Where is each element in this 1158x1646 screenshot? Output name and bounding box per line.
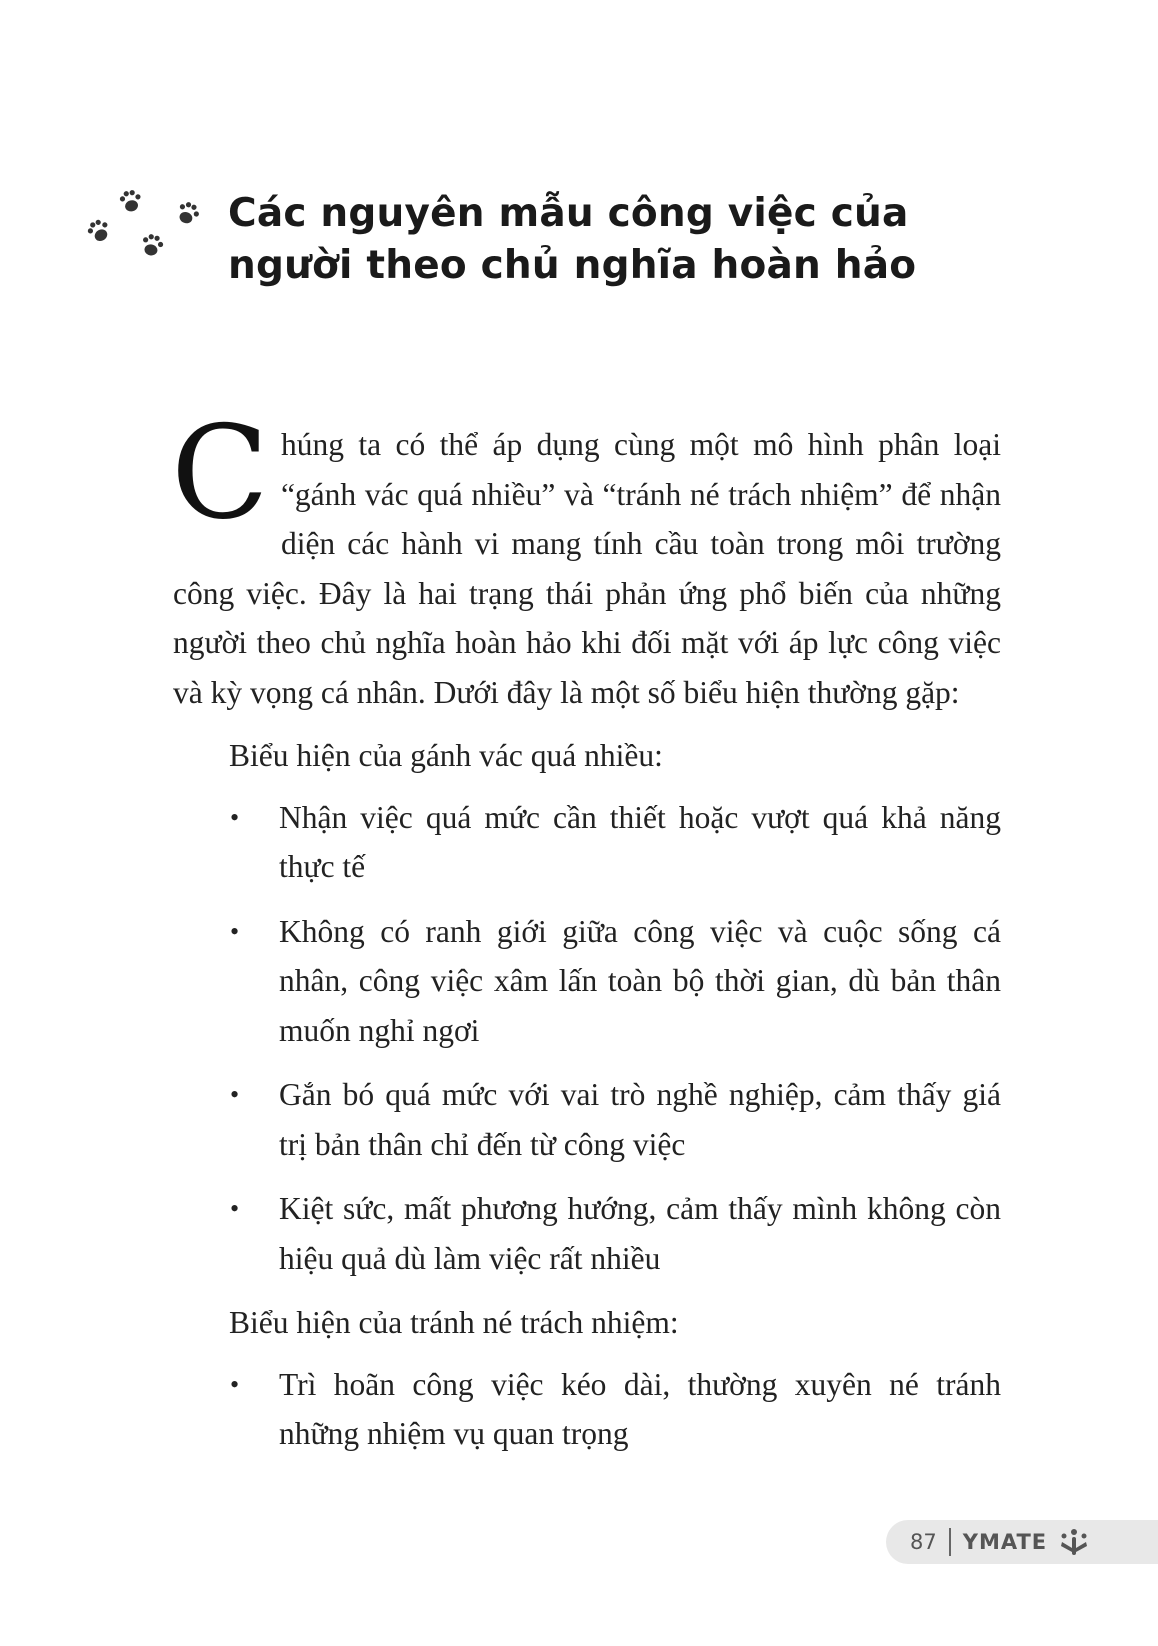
intro-text: húng ta có thể áp dụng cùng một mô hình phân loại “gánh vác quá nhiều” và “tránh né trách nhiệm” để nhận diện các hành vi mang tính cầu toàn trong môi trường công việc. Đây là hai trạng thái phản ứng phổ biến của những người theo chủ nghĩa hoàn hảo khi đối mặt với áp lực công việc và kỳ vọng cá nhân. Dưới đây là một số biểu hiện thường gặp:: [173, 427, 1001, 710]
heading-line-1: Các nguyên mẫu công việc của: [228, 191, 909, 236]
footer-divider: [949, 1528, 951, 1556]
bullet-icon: •: [230, 1080, 240, 1109]
intro-paragraph: [171, 399, 1001, 717]
page-number: 87: [910, 1530, 937, 1554]
list-item: [173, 1360, 1001, 1459]
brand-logo-icon: [1057, 1526, 1091, 1558]
list-item-text: Trì hoãn công việc kéo dài, thường xuyên né tránh những nhiệm vụ quan trọng: [279, 1366, 1001, 1451]
list-item: [173, 1184, 1001, 1283]
paw-prints-icon: [84, 186, 214, 276]
drop-cap: C: [171, 399, 269, 548]
page-heading: [228, 188, 1028, 292]
list-item-text: Gắn bó quá mức với vai trò nghề nghiệp, cảm thấy giá trị bản thân chỉ đến từ công việc: [279, 1077, 1001, 1162]
bullet-icon: •: [230, 1369, 240, 1399]
section-1-title: Biểu hiện của gánh vác quá nhiều:: [229, 738, 663, 773]
bullet-icon: •: [230, 1194, 240, 1223]
bullet-icon: •: [230, 916, 240, 946]
section-2-title: Biểu hiện của tránh né trách nhiệm:: [229, 1305, 679, 1340]
list-item-text: Kiệt sức, mất phương hướng, cảm thấy mình không còn hiệu quả dù làm việc rất nhiều: [279, 1191, 1001, 1276]
list-item-text: Không có ranh giới giữa công việc và cuộc sống cá nhân, công việc xâm lấn toàn bộ thời gian, dù bản thân muốn nghỉ ngơi: [279, 913, 1001, 1048]
list-item: [173, 793, 1001, 892]
section-1-list: [173, 793, 1001, 1284]
brand-name: YMATE: [962, 1530, 1048, 1554]
page-footer: [886, 1520, 1158, 1564]
heading-line-2: người theo chủ nghĩa hoàn hảo: [228, 243, 917, 288]
list-item: [173, 1070, 1001, 1169]
bullet-icon: •: [230, 802, 240, 832]
list-item-text: Nhận việc quá mức cần thiết hoặc vượt quá khả năng thực tế: [279, 799, 1001, 884]
body-text: [171, 399, 1001, 1474]
section-2-list: [173, 1360, 1001, 1459]
list-item: [173, 907, 1001, 1056]
